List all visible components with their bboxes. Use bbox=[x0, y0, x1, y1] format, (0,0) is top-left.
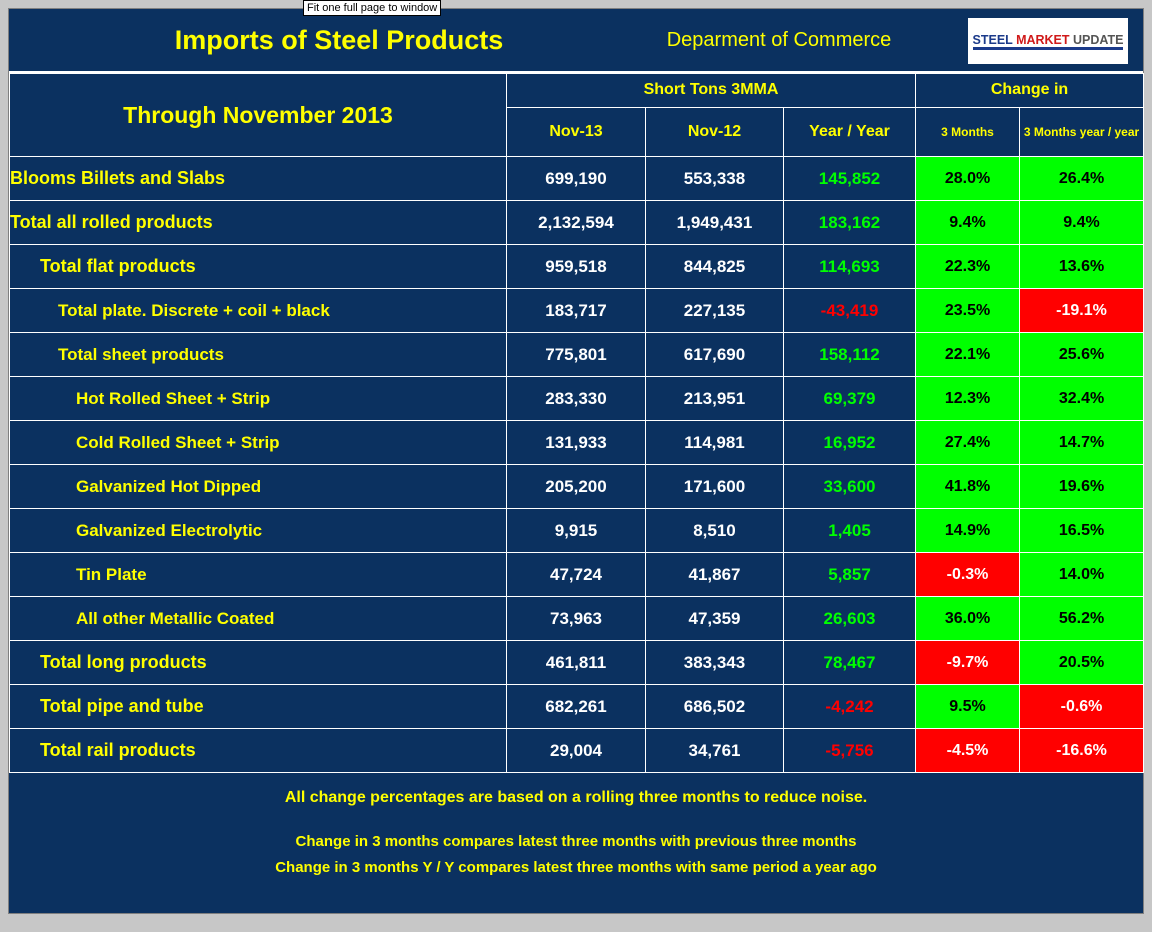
cell-current: 959,518 bbox=[507, 245, 646, 289]
cell-change-3-months: 36.0% bbox=[916, 597, 1020, 641]
footnotes bbox=[9, 773, 1143, 881]
cell-year-over-year: 183,162 bbox=[784, 201, 916, 245]
cell-current: 283,330 bbox=[507, 377, 646, 421]
cell-year-over-year: 114,693 bbox=[784, 245, 916, 289]
cell-year-over-year: 16,952 bbox=[784, 421, 916, 465]
cell-change-3-months-yy: -0.6% bbox=[1020, 685, 1144, 729]
cell-change-3-months: 23.5% bbox=[916, 289, 1020, 333]
footnote-line-1: All change percentages are based on a rolling three months to reduce noise. bbox=[284, 789, 868, 806]
table-row bbox=[10, 421, 1144, 465]
title-band bbox=[9, 9, 1143, 73]
cell-change-3-months-yy: 9.4% bbox=[1020, 201, 1144, 245]
logo-word-steel: STEEL bbox=[972, 32, 1013, 47]
cell-change-3-months-yy: 26.4% bbox=[1020, 157, 1144, 201]
row-label: Total pipe and tube bbox=[10, 685, 507, 729]
column-header-current: Nov-13 bbox=[507, 107, 646, 156]
row-label: Tin Plate bbox=[10, 553, 507, 597]
table-row bbox=[10, 289, 1144, 333]
period-label: Through November 2013 bbox=[10, 74, 507, 157]
footnote-line-2: Change in 3 months compares latest three months with previous three months bbox=[295, 833, 857, 850]
row-label: Total rail products bbox=[10, 729, 507, 773]
table-row bbox=[10, 465, 1144, 509]
logo-word-update: UPDATE bbox=[1073, 32, 1124, 47]
bottom-edge bbox=[8, 914, 1144, 924]
cell-previous: 34,761 bbox=[646, 729, 784, 773]
table-row bbox=[10, 377, 1144, 421]
cell-previous: 114,981 bbox=[646, 421, 784, 465]
cell-previous: 227,135 bbox=[646, 289, 784, 333]
cell-change-3-months: -0.3% bbox=[916, 553, 1020, 597]
footnote-line-3: Change in 3 months Y / Y compares latest three months with same period a year ago bbox=[275, 859, 877, 876]
table-row bbox=[10, 333, 1144, 377]
cell-year-over-year: -4,242 bbox=[784, 685, 916, 729]
cell-change-3-months: 41.8% bbox=[916, 465, 1020, 509]
row-label: Blooms Billets and Slabs bbox=[10, 157, 507, 201]
row-label: Total long products bbox=[10, 641, 507, 685]
table-row bbox=[10, 597, 1144, 641]
logo-word-market: MARKET bbox=[1016, 32, 1070, 47]
row-label: Hot Rolled Sheet + Strip bbox=[10, 377, 507, 421]
cell-year-over-year: 69,379 bbox=[784, 377, 916, 421]
cell-change-3-months-yy: 19.6% bbox=[1020, 465, 1144, 509]
cell-change-3-months-yy: -19.1% bbox=[1020, 289, 1144, 333]
cell-current: 183,717 bbox=[507, 289, 646, 333]
cell-change-3-months: 14.9% bbox=[916, 509, 1020, 553]
cell-year-over-year: 33,600 bbox=[784, 465, 916, 509]
column-header-previous: Nov-12 bbox=[646, 107, 784, 156]
cell-previous: 171,600 bbox=[646, 465, 784, 509]
cell-current: 47,724 bbox=[507, 553, 646, 597]
cell-current: 699,190 bbox=[507, 157, 646, 201]
table-row bbox=[10, 685, 1144, 729]
cell-current: 29,004 bbox=[507, 729, 646, 773]
cell-year-over-year: 158,112 bbox=[784, 333, 916, 377]
column-header-3-months-yy: 3 Months year / year bbox=[1020, 107, 1144, 156]
cell-current: 205,200 bbox=[507, 465, 646, 509]
cell-change-3-months: 9.4% bbox=[916, 201, 1020, 245]
row-label: Galvanized Hot Dipped bbox=[10, 465, 507, 509]
cell-previous: 383,343 bbox=[646, 641, 784, 685]
cell-change-3-months-yy: 20.5% bbox=[1020, 641, 1144, 685]
imports-table bbox=[9, 73, 1144, 773]
cell-previous: 686,502 bbox=[646, 685, 784, 729]
cell-current: 775,801 bbox=[507, 333, 646, 377]
cell-current: 461,811 bbox=[507, 641, 646, 685]
cell-change-3-months: 9.5% bbox=[916, 685, 1020, 729]
zoom-tooltip: Fit one full page to window bbox=[303, 0, 441, 16]
cell-change-3-months-yy: 16.5% bbox=[1020, 509, 1144, 553]
cell-change-3-months: 22.1% bbox=[916, 333, 1020, 377]
cell-previous: 41,867 bbox=[646, 553, 784, 597]
table-body bbox=[10, 157, 1144, 773]
logo-bar bbox=[973, 47, 1124, 50]
page-title: Imports of Steel Products bbox=[174, 24, 504, 55]
cell-change-3-months: -4.5% bbox=[916, 729, 1020, 773]
row-label: Galvanized Electrolytic bbox=[10, 509, 507, 553]
cell-change-3-months-yy: -16.6% bbox=[1020, 729, 1144, 773]
cell-change-3-months-yy: 32.4% bbox=[1020, 377, 1144, 421]
cell-previous: 8,510 bbox=[646, 509, 784, 553]
row-label: All other Metallic Coated bbox=[10, 597, 507, 641]
table-row bbox=[10, 245, 1144, 289]
cell-previous: 553,338 bbox=[646, 157, 784, 201]
cell-change-3-months-yy: 14.7% bbox=[1020, 421, 1144, 465]
cell-change-3-months: -9.7% bbox=[916, 641, 1020, 685]
table-row bbox=[10, 509, 1144, 553]
table-header bbox=[10, 74, 1144, 157]
cell-change-3-months: 12.3% bbox=[916, 377, 1020, 421]
group-header-short-tons: Short Tons 3MMA bbox=[507, 74, 916, 108]
cell-year-over-year: 145,852 bbox=[784, 157, 916, 201]
table-row bbox=[10, 729, 1144, 773]
cell-current: 682,261 bbox=[507, 685, 646, 729]
group-header-change-in: Change in bbox=[916, 74, 1144, 108]
report-sheet bbox=[8, 8, 1144, 914]
cell-change-3-months-yy: 14.0% bbox=[1020, 553, 1144, 597]
row-label: Total all rolled products bbox=[10, 201, 507, 245]
column-header-year-year: Year / Year bbox=[784, 107, 916, 156]
cell-year-over-year: 5,857 bbox=[784, 553, 916, 597]
cell-current: 131,933 bbox=[507, 421, 646, 465]
row-label: Cold Rolled Sheet + Strip bbox=[10, 421, 507, 465]
cell-previous: 47,359 bbox=[646, 597, 784, 641]
cell-current: 2,132,594 bbox=[507, 201, 646, 245]
steel-market-update-logo bbox=[967, 17, 1129, 65]
cell-change-3-months-yy: 56.2% bbox=[1020, 597, 1144, 641]
cell-change-3-months: 22.3% bbox=[916, 245, 1020, 289]
table-row bbox=[10, 201, 1144, 245]
cell-current: 9,915 bbox=[507, 509, 646, 553]
cell-previous: 1,949,431 bbox=[646, 201, 784, 245]
row-label: Total plate. Discrete + coil + black bbox=[10, 289, 507, 333]
row-label: Total sheet products bbox=[10, 333, 507, 377]
cell-previous: 617,690 bbox=[646, 333, 784, 377]
cell-previous: 844,825 bbox=[646, 245, 784, 289]
cell-change-3-months: 27.4% bbox=[916, 421, 1020, 465]
source-label: Deparment of Commerce bbox=[666, 28, 892, 51]
row-label: Total flat products bbox=[10, 245, 507, 289]
cell-current: 73,963 bbox=[507, 597, 646, 641]
table-row bbox=[10, 641, 1144, 685]
cell-change-3-months-yy: 25.6% bbox=[1020, 333, 1144, 377]
table-row bbox=[10, 157, 1144, 201]
column-header-3-months: 3 Months bbox=[916, 107, 1020, 156]
cell-year-over-year: 78,467 bbox=[784, 641, 916, 685]
table-row bbox=[10, 553, 1144, 597]
cell-year-over-year: 1,405 bbox=[784, 509, 916, 553]
cell-year-over-year: 26,603 bbox=[784, 597, 916, 641]
cell-year-over-year: -5,756 bbox=[784, 729, 916, 773]
cell-year-over-year: -43,419 bbox=[784, 289, 916, 333]
cell-change-3-months-yy: 13.6% bbox=[1020, 245, 1144, 289]
cell-previous: 213,951 bbox=[646, 377, 784, 421]
cell-change-3-months: 28.0% bbox=[916, 157, 1020, 201]
